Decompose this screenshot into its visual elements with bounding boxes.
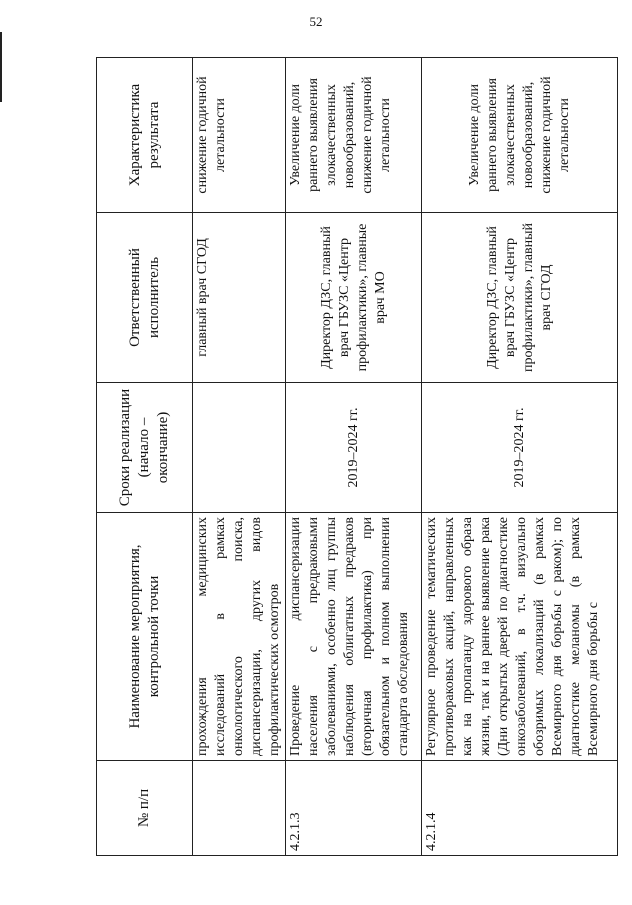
header-responsible: Ответственный исполнитель xyxy=(97,213,193,383)
row-responsible: Директор ДЗС, главный врач ГБУЗС «Центр профилактики», главные врач МО xyxy=(286,213,422,383)
row-num xyxy=(193,761,286,856)
row-num: 4.2.1.4 xyxy=(422,761,618,856)
row-name: Регулярное проведение тематических противораковых акций, направленных как на пропаганду здорового образа жизни, так и на раннее выявление рака (Дни открытых дверей по диагностике онкозаболеваний, в т.ч. визуально обозримых локализаций (в рамках Всемирного дня борьбы с раком); по диагностике меланомы (в рамках Всемирного дня борьбы с xyxy=(422,513,618,761)
rotated-table-wrapper xyxy=(96,58,604,856)
table-header-row xyxy=(97,58,193,856)
row-name: прохождения медицинских исследований в рамках онкологического поиска, диспансеризации, других видов профилактических осмотров xyxy=(193,513,286,761)
header-name: Наименование мероприятия, контрольной точки xyxy=(97,513,193,761)
row-period: 2019–2024 гг. xyxy=(286,383,422,513)
header-period: Сроки реализации (начало – окончание) xyxy=(97,383,193,513)
row-result: Увеличение доли раннего выявления злокачественных новообразований, снижение годичной летальности xyxy=(286,58,422,213)
row-name: Проведение диспансеризации населения с предраковыми заболеваниями, особенно лиц группы наблюдения облигатных предраков (вторичная профилактика) при обязательном и полном выполнении стандарта обследования xyxy=(286,513,422,761)
row-period: 2019–2024 гг. xyxy=(422,383,618,513)
row-num: 4.2.1.3 xyxy=(286,761,422,856)
binding-mark xyxy=(0,32,2,102)
page-number: 52 xyxy=(309,14,323,29)
table-row xyxy=(422,58,618,856)
row-period xyxy=(193,383,286,513)
row-responsible: главный врач СГОД xyxy=(193,213,286,383)
table-row xyxy=(286,58,422,856)
row-result: Увеличение доли раннего выявления злокачественных новообразований, снижение годичной летальности xyxy=(422,58,618,213)
header-result: Характеристика результата xyxy=(97,58,193,213)
activities-table xyxy=(96,57,618,856)
table-row xyxy=(193,58,286,856)
header-num: № п/п xyxy=(97,761,193,856)
row-responsible: Директор ДЗС, главный врач ГБУЗС «Центр профилактики», главный врач СГОД xyxy=(422,213,618,383)
row-result: снижение годичной летальности xyxy=(193,58,286,213)
